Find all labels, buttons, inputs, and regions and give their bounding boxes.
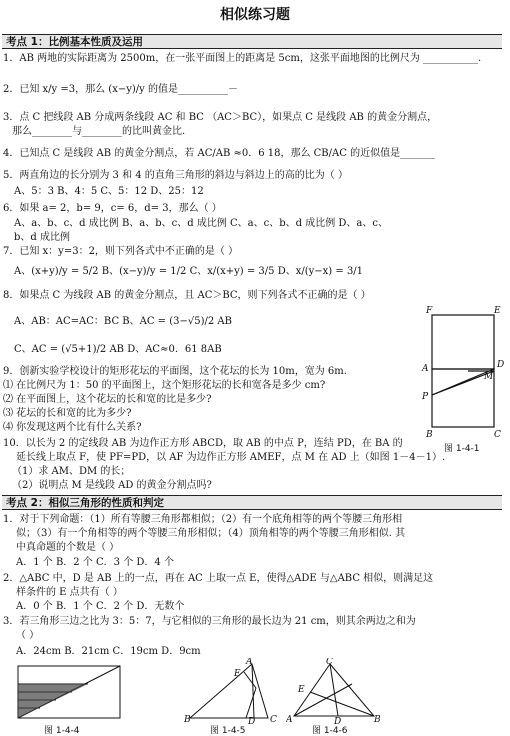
line-q6-options-cont: b、d 成比例	[14, 232, 70, 243]
section-header-1: 考点 1：比例基本性质及运用	[2, 34, 502, 49]
line-q9: 9．创新实验学校设计的矩形花坛的平面图，这个花坛的长为 10m，宽为 6m.	[3, 366, 347, 377]
section-header-2: 考点 2：相似三角形的性质和判定	[2, 495, 502, 510]
line-q7: 7．已知 x：y=3：2，则下列各式中不正确的是（ ）	[3, 246, 239, 257]
line-q9-3: ⑶ 花坛的长和宽的比为多少?	[3, 408, 132, 419]
figure-1-4-1	[418, 305, 510, 445]
line-q6: 6．如果 a= 2，b= 9，c= 6，d= 3，那么（ ）	[3, 203, 222, 214]
line-q3a: 3．点 C 把线段 AB 分成两条线段 AC 和 BC （AC＞BC），如果点 C 是线段 AB 的黄金分割点，	[3, 112, 438, 123]
fig145-label-D: D	[248, 717, 256, 724]
line-s2-q1a: 1．对于下列命题：（1）所有等腰三角形都相似；（2）有一个底角相等的两个等腰三角形相	[3, 514, 403, 525]
fig141-label-D: D	[497, 360, 505, 370]
line-q10-1: （1）求 AM、DM 的长；	[12, 466, 131, 477]
fig141-label-E: E	[494, 306, 501, 316]
fig145-label-E: E	[234, 669, 241, 679]
line-q9-2: ⑵ 在平面图上，这个花坛的长和宽的比是多少?	[3, 394, 212, 405]
line-q7-options: A、(x+y)/y = 5/2 B、(x−y)/y = 1/2 C、x/(x+y) = 3/5 D、x/(y−x) = 3/1	[14, 266, 364, 277]
line-q8: 8．如果点 C 为线段 AB 的黄金分割点，且 AC＞BC，则下列各式不正确的是（ ）	[3, 290, 371, 301]
fig146-label-A: A	[286, 715, 293, 724]
line-q5: 5．两直角边的长分别为 3 和 4 的直角三角形的斜边与斜边上的高的比为（ ）	[3, 170, 348, 181]
line-q2: 2．已知 x/y =3，那么 (x−y)/y 的值是__________－	[3, 84, 238, 95]
figure-1-4-6	[286, 658, 382, 724]
line-q3b: 那么________与________的比叫黄金比.	[12, 126, 186, 137]
line-q10a: 10．以长为 2 的定线段 AB 为边作正方形 ABCD，取 AB 的中点 P，连结 PD，在 BA 的	[3, 438, 403, 449]
line-q10b: 延长线上取点 F，使 PF=PD，以 AF 为边作正方形 AMEF，点 M 在 AD 上（如图 1－4－1）.	[16, 452, 446, 463]
fig145-label-B: B	[184, 715, 191, 724]
line-s2-q3a: 3．若三角形三边之比为 3：5：7，与它相似的三角形的最长边为 21 cm，则其余两边之和为	[3, 616, 416, 627]
line-q4: 4．已知点 C 是线段 AB 的黄金分割点，若 AC/AB ≈0．6 18，那么 CB/AC 的近似值是_______	[3, 148, 436, 159]
line-s2-q2a: 2．△ABC 中，D 是 AB 上的一点，再在 AC 上取一点 E，使得△ADE 与△ABC 相似，则满足这	[3, 573, 434, 584]
fig141-label-A: A	[422, 364, 429, 374]
line-q8-options-ab: A、AB：AC=AC：BC B、AC = (3−√5)/2 AB	[14, 316, 232, 327]
fig146-label-C: C	[326, 658, 333, 667]
fig145-label-A: A	[246, 658, 253, 667]
page-title: 相似练习题	[220, 7, 290, 23]
fig141-label-B: B	[426, 430, 433, 440]
line-s2-q3-options: A．24cm B．21cm C．19cm D．9cm	[16, 646, 201, 657]
figure-1-4-6-caption: 图 1-4-6	[312, 726, 348, 736]
line-q9-1: ⑴ 在比例尺为 1：50 的平面图上，这个矩形花坛的长和宽各是多少 cm?	[3, 380, 326, 391]
fig145-label-C: C	[270, 715, 277, 724]
fig141-label-C: C	[494, 430, 501, 440]
fig141-label-P: P	[422, 392, 429, 402]
line-s2-q3b: （ ）	[16, 630, 40, 641]
fig141-label-M: M	[484, 372, 494, 382]
line-s2-q1c: 中真命题的个数是（ ）	[16, 542, 120, 553]
figure-1-4-5-caption: 图 1-4-5	[210, 726, 246, 736]
fig146-label-B: B	[374, 715, 381, 724]
figure-1-4-4-caption: 图 1-4-4	[44, 726, 80, 736]
line-s2-q1b: 似；（3）有一个角相等的两个等腰三角形相似；（4）顶角相等的两个等腰三角形相似. 其	[16, 528, 406, 539]
line-q1: 1．AB 两地的实际距离为 2500m，在一张平面图上的距离是 5cm，这张平面地图的比例尺为 ___________.	[3, 53, 482, 64]
line-s2-q1-options: A．1 个 B．2 个 C．3 个 D．4 个	[16, 557, 174, 568]
fig146-label-D: D	[334, 717, 342, 724]
line-q10-2: （2）说明点 M 是线段 AD 的黄金分割点吗?	[12, 480, 212, 491]
fig141-label-F: F	[426, 306, 433, 316]
figure-1-4-4	[14, 664, 126, 722]
line-s2-q2b: 样条件的 E 点共有（ ）	[16, 587, 123, 598]
figure-1-4-1-caption: 图 1-4-1	[444, 444, 480, 454]
fig146-label-E: E	[298, 685, 305, 695]
figure-1-4-5	[184, 658, 282, 724]
line-q9-4: ⑷ 你发现这两个比有什么关系?	[3, 422, 142, 433]
line-q8-options-cd: C、AC = (√5+1)/2 AB D、AC≈0．61 8AB	[14, 344, 222, 355]
line-q6-options: A、a、b、c、d 成比例 B、a、b、c、d 成比例 C、a、c、b、d 成比例 D、a、c、	[14, 218, 388, 229]
line-q5-options: A、5：3 B、4：5 C、5：12 D、25：12	[14, 186, 204, 197]
line-s2-q2-options: A．0 个 B．1 个 C．2 个 D．无数个	[16, 601, 185, 612]
